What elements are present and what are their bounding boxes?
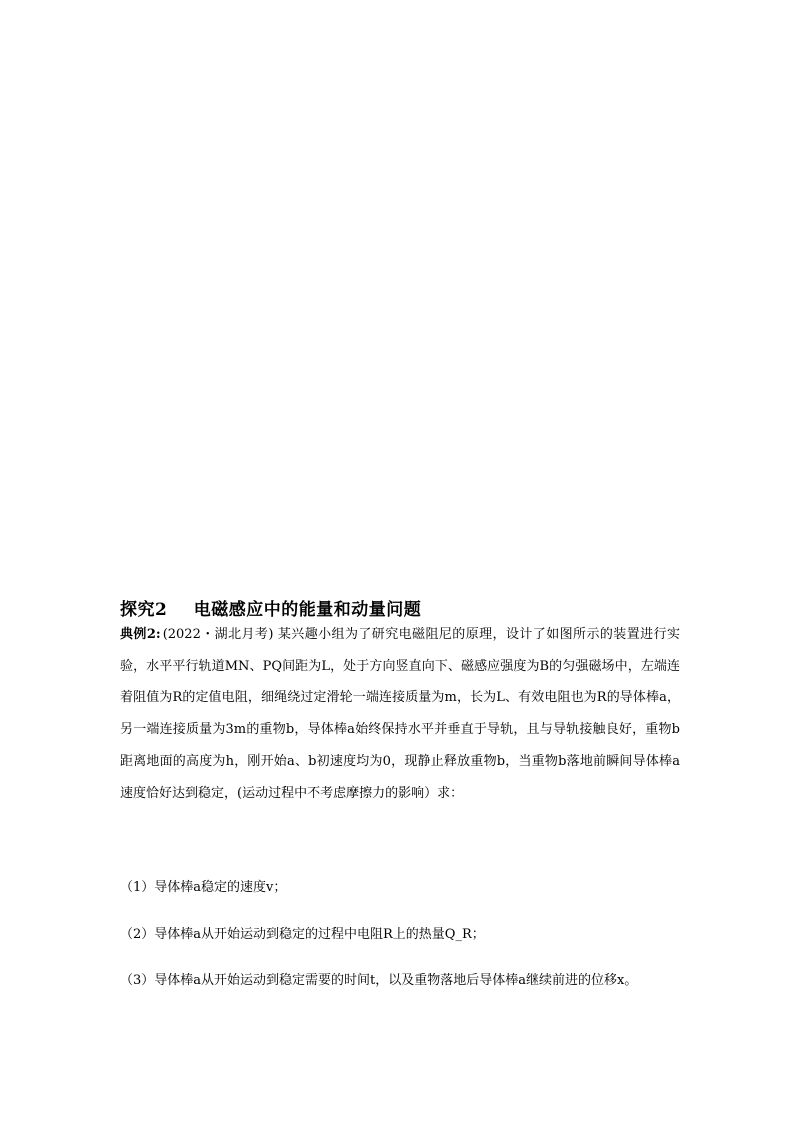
example-lead: 典例2:	[120, 627, 161, 642]
example-source: (2022・湖北月考)	[162, 627, 274, 642]
example-problem	[120, 619, 680, 809]
section-label: 探究2	[120, 600, 168, 620]
example-body: 某兴趣小组为了研究电磁阻尼的原理，设计了如图所示的装置进行实验，水平平行轨道MN、PQ间距为L，处于方向竖直向下、磁感应强度为B的匀强磁场中，左端连着阻值为R的定值电阻，细绳绕过定滑轮一端连接质量为m，长为L、有效电阻也为R的导体棒a，另一端连接质量为3m的重物b，导体棒a始终保持水平并垂直于导轨，且与导轨接触良好，重物b距离地面的高度为h，刚开始a、b初速度均为0，现静止释放重物b，当重物b落地前瞬间导体棒a速度恰好达到稳定，(运动过程中不考虑摩擦力的影响）求：	[120, 627, 680, 801]
section-heading	[120, 595, 421, 620]
question-3: （3）导体棒a从开始运动到稳定需要的时间t，以及重物落地后导体棒a继续前进的位移x。	[120, 973, 638, 988]
question-2: （2）导体棒a从开始运动到稳定的过程中电阻R上的热量Q_R；	[120, 927, 485, 942]
example-paragraph	[120, 619, 680, 809]
section-title-text: 电磁感应中的能量和动量问题	[193, 600, 422, 620]
question-1: （1）导体棒a稳定的速度v；	[120, 880, 287, 895]
